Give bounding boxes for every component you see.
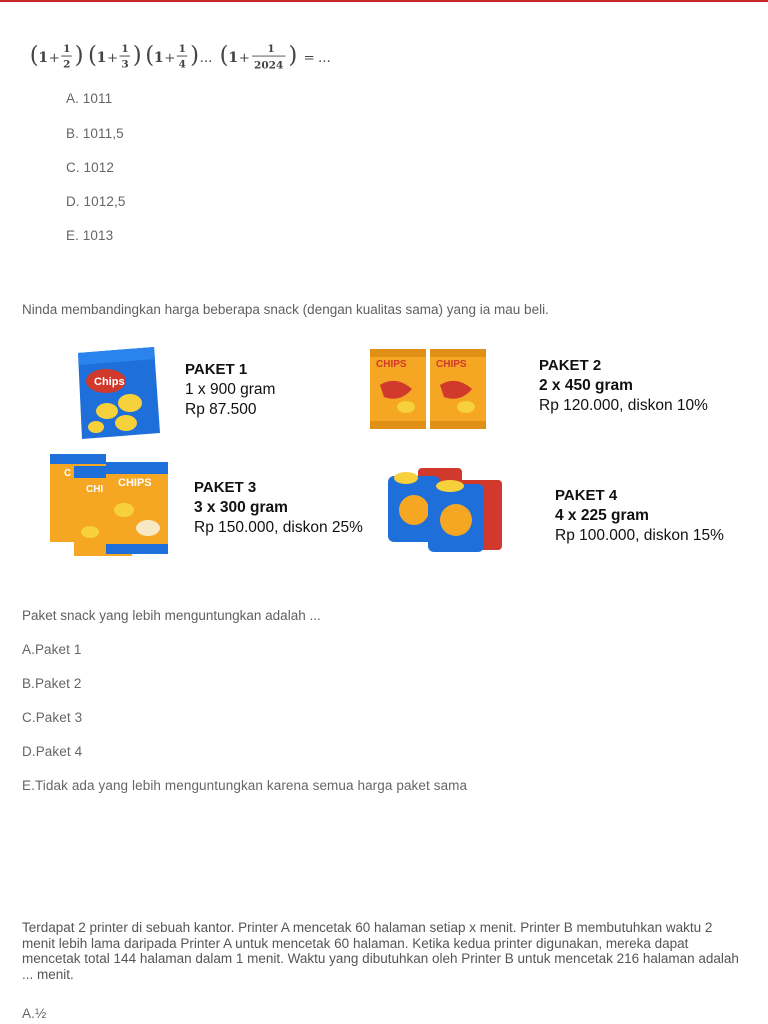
q2-option-d[interactable]: D.Paket 4 <box>22 744 83 759</box>
paket2-price: Rp 120.000, diskon 10% <box>539 397 708 414</box>
paket2-info <box>539 356 708 416</box>
q1-option-d[interactable]: D. 1012,5 <box>66 194 126 209</box>
paket1-chips-bag-illustration <box>72 343 164 443</box>
paket1-price: Rp 87.500 <box>185 401 257 418</box>
q1-option-e[interactable]: E. 1013 <box>66 228 114 243</box>
q1-option-a[interactable]: A. 1011 <box>66 91 113 106</box>
svg-text:1: 1 <box>38 49 49 66</box>
q2-option-a[interactable]: A.Paket 1 <box>22 642 82 657</box>
svg-text:(: ( <box>87 42 97 69</box>
svg-text:): ) <box>288 42 298 69</box>
paket4-chips-bags-illustration <box>384 462 508 554</box>
q1-option-c[interactable]: C. 1012 <box>66 160 114 175</box>
svg-text:): ) <box>132 42 142 69</box>
paket4-qty: 4 x 225 gram <box>555 507 649 524</box>
paket1-info <box>185 360 275 420</box>
paket3-bag-label-back: C <box>64 468 72 479</box>
paket1-qty: 1 x 900 gram <box>185 381 276 398</box>
svg-text:1: 1 <box>96 49 107 66</box>
q1-option-b[interactable]: B. 1011,5 <box>66 126 124 141</box>
paket4-title: PAKET 4 <box>555 487 618 504</box>
formula-equals: = <box>303 50 315 66</box>
paket2-title: PAKET 2 <box>539 357 602 374</box>
top-accent-bar <box>0 0 768 2</box>
svg-text:+: + <box>48 50 61 66</box>
formula-term-2 <box>88 43 142 71</box>
product-formula <box>22 36 362 78</box>
formula-term-4 <box>220 43 298 72</box>
q2-question-text: Paket snack yang lebih menguntungkan adalah ... <box>22 608 321 623</box>
paket3-chips-bags-illustration <box>48 452 172 560</box>
formula-answer: ... <box>318 50 331 66</box>
svg-text:+: + <box>107 50 119 66</box>
svg-text:(: ( <box>219 42 229 69</box>
q2-intro-text: Ninda membandingkan harga beberapa snack (dengan kualitas sama) yang ia mau beli. <box>22 302 549 317</box>
svg-text:+: + <box>164 50 176 66</box>
svg-text:4: 4 <box>178 58 186 71</box>
formula-ellipsis: ... <box>199 50 213 66</box>
formula-term-3 <box>145 43 199 71</box>
paket4-price: Rp 100.000, diskon 15% <box>555 527 724 544</box>
svg-text:1: 1 <box>267 43 275 56</box>
q2-option-c[interactable]: C.Paket 3 <box>22 710 83 725</box>
paket2-chips-bags-illustration <box>366 345 492 433</box>
paket2-bag-label-1: CHIPS <box>376 359 407 370</box>
svg-text:2024: 2024 <box>254 59 284 72</box>
paket2-bag-label-2: CHIPS <box>436 359 467 370</box>
paket3-title: PAKET 3 <box>194 479 257 496</box>
paket3-bag-label-mid: CHI <box>86 484 104 495</box>
svg-text:): ) <box>74 42 84 69</box>
svg-text:+: + <box>238 50 250 66</box>
q3-question-text: Terdapat 2 printer di sebuah kantor. Printer A mencetak 60 halaman setiap x menit. Printer B membutuhkan waktu 2 menit lebih lama daripada Printer A untuk mencetak 60 halaman. Ketika kedua printer digunakan, mereka dapat mencetak total 144 halaman dalam 1 menit. Waktu yang dibutuhkan oleh Printer B untuk mencetak 216 halaman adalah ... menit. <box>22 920 739 982</box>
svg-text:): ) <box>190 42 200 69</box>
svg-text:(: ( <box>145 42 155 69</box>
paket1-bag-label: Chips <box>94 376 125 388</box>
svg-text:1: 1 <box>178 43 186 56</box>
svg-text:1: 1 <box>121 43 129 56</box>
svg-text:1: 1 <box>228 49 239 66</box>
paket1-title: PAKET 1 <box>185 361 248 378</box>
paket2-qty: 2 x 450 gram <box>539 377 633 394</box>
svg-text:2: 2 <box>63 58 71 71</box>
paket4-info <box>555 486 724 546</box>
q3-option-a[interactable]: A.½ <box>22 1006 47 1021</box>
formula-term-1 <box>30 43 84 71</box>
svg-text:1: 1 <box>63 43 71 56</box>
paket3-info <box>194 478 363 538</box>
paket3-qty: 3 x 300 gram <box>194 499 288 516</box>
q2-option-b[interactable]: B.Paket 2 <box>22 676 82 691</box>
svg-text:1: 1 <box>153 49 164 66</box>
q2-option-e[interactable]: E.Tidak ada yang lebih menguntungkan karena semua harga paket sama <box>22 778 468 793</box>
paket3-price: Rp 150.000, diskon 25% <box>194 519 363 536</box>
svg-text:(: ( <box>29 42 39 69</box>
svg-text:3: 3 <box>121 58 129 71</box>
paket3-bag-label-front: CHIPS <box>118 477 152 489</box>
